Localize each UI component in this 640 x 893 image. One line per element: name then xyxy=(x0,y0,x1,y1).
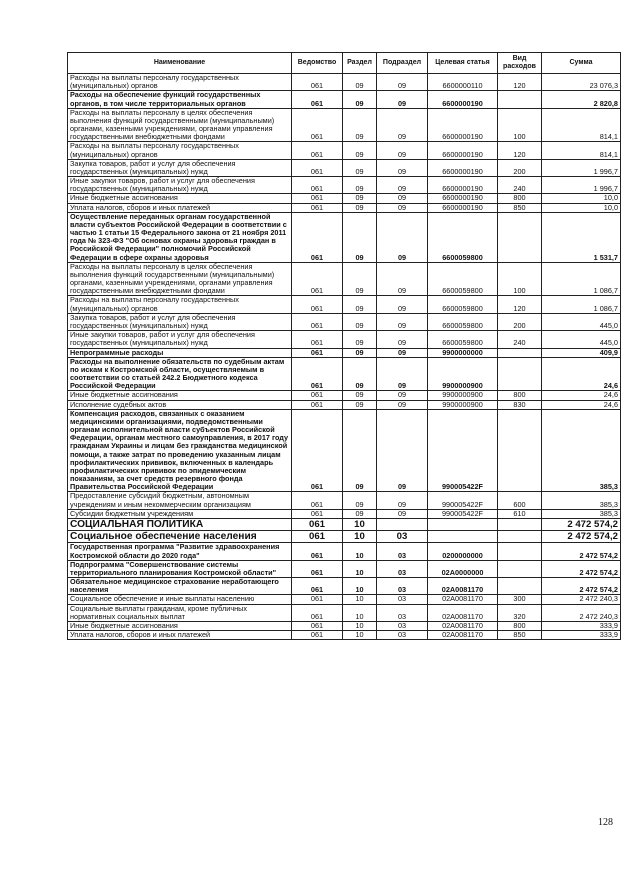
row-name: Социальное обеспечение и иные выплаты населению xyxy=(68,595,292,604)
row-subsection xyxy=(377,518,428,530)
row-department: 061 xyxy=(292,400,343,409)
row-section: 09 xyxy=(343,509,377,518)
row-amount: 445,0 xyxy=(542,313,621,330)
row-subsection: 09 xyxy=(377,108,428,142)
row-target-article: 6600000190 xyxy=(428,177,498,194)
table-row xyxy=(68,313,621,330)
row-amount: 2 472 574,2 xyxy=(542,560,621,577)
header-amount: Сумма xyxy=(542,53,621,74)
row-amount: 24,6 xyxy=(542,400,621,409)
budget-table xyxy=(67,52,621,640)
table-row xyxy=(68,409,621,492)
header-subsection: Подраздел xyxy=(377,53,428,74)
table-row xyxy=(68,604,621,621)
table-row xyxy=(68,194,621,203)
row-name: Иные закупки товаров, работ и услуг для обеспечения государственных (муниципальных) нужд xyxy=(68,331,292,348)
table-row xyxy=(68,531,621,543)
row-name: Расходы на выплаты персоналу государственных (муниципальных) органов xyxy=(68,142,292,159)
row-department: 061 xyxy=(292,604,343,621)
header-name: Наименование xyxy=(68,53,292,74)
row-section: 09 xyxy=(343,357,377,391)
table-row xyxy=(68,203,621,212)
row-name: Социальные выплаты гражданам, кроме публичных нормативных социальных выплат xyxy=(68,604,292,621)
row-section: 09 xyxy=(343,296,377,313)
row-name: Непрограммные расходы xyxy=(68,348,292,357)
row-section: 09 xyxy=(343,492,377,509)
row-subsection: 09 xyxy=(377,331,428,348)
row-name: Расходы на выплаты персоналу государственных (муниципальных) органов xyxy=(68,296,292,313)
row-section: 10 xyxy=(343,578,377,595)
row-department: 061 xyxy=(292,560,343,577)
row-target-article: 990005422F xyxy=(428,509,498,518)
row-expense-type: 200 xyxy=(498,159,542,176)
row-expense-type: 240 xyxy=(498,177,542,194)
row-expense-type: 800 xyxy=(498,391,542,400)
table-row xyxy=(68,631,621,640)
row-subsection: 09 xyxy=(377,296,428,313)
row-expense-type xyxy=(498,518,542,530)
row-target-article: 02А0081170 xyxy=(428,595,498,604)
row-expense-type xyxy=(498,543,542,560)
table-row xyxy=(68,509,621,518)
row-amount: 814,1 xyxy=(542,108,621,142)
row-name: Осуществление переданных органам государственной власти субъектов Российской Федерации в соответствии с частью 1 статьи 15 Федерального закона от 21 ноября 2011 года № 323-ФЗ "Об основах охраны здоровья граждан в Российской Федерации" полномочий Российской Федерации в сфере охраны здоровья xyxy=(68,212,292,262)
row-department: 061 xyxy=(292,331,343,348)
row-department: 061 xyxy=(292,631,343,640)
row-subsection: 09 xyxy=(377,400,428,409)
row-name: Иные бюджетные ассигнования xyxy=(68,391,292,400)
table-row xyxy=(68,357,621,391)
row-department: 061 xyxy=(292,348,343,357)
row-subsection: 03 xyxy=(377,578,428,595)
row-expense-type: 200 xyxy=(498,313,542,330)
row-expense-type: 300 xyxy=(498,595,542,604)
row-name: Расходы на обеспечение функций государственных органов, в том числе территориальных органов xyxy=(68,91,292,108)
row-subsection: 09 xyxy=(377,348,428,357)
row-department: 061 xyxy=(292,177,343,194)
row-amount: 385,3 xyxy=(542,509,621,518)
row-name: Компенсация расходов, связанных с оказанием медицинскими организациями, подведомственными органам исполнительной власти субъектов Российской Федерации, органам местного самоуправления, в 2017 году гражданам Украины и лицам без гражданства медицинской помощи, а также затрат по проведению указанным лицам профилактических прививок, включенных в календарь профилактических прививок по эпидемическим показаниям, за счет средств резервного фонда Правительства Российской Федерации xyxy=(68,409,292,492)
row-name: Иные бюджетные ассигнования xyxy=(68,194,292,203)
table-header-row xyxy=(68,53,621,74)
row-expense-type: 800 xyxy=(498,621,542,630)
row-amount: 1 996,7 xyxy=(542,159,621,176)
row-expense-type xyxy=(498,531,542,543)
table-row xyxy=(68,348,621,357)
row-name: Предоставление субсидий бюджетным, автономным учреждениям и иным некоммерческим организациям xyxy=(68,492,292,509)
row-subsection: 09 xyxy=(377,391,428,400)
row-department: 061 xyxy=(292,296,343,313)
row-subsection: 09 xyxy=(377,409,428,492)
table-row xyxy=(68,296,621,313)
row-department: 061 xyxy=(292,212,343,262)
row-subsection: 09 xyxy=(377,509,428,518)
row-target-article: 9900000900 xyxy=(428,400,498,409)
row-target-article: 02А0081170 xyxy=(428,604,498,621)
row-department: 061 xyxy=(292,409,343,492)
row-subsection: 09 xyxy=(377,74,428,91)
row-target-article: 02А0081170 xyxy=(428,578,498,595)
row-target-article: 990005422F xyxy=(428,409,498,492)
row-amount: 385,3 xyxy=(542,409,621,492)
row-expense-type xyxy=(498,409,542,492)
row-subsection: 03 xyxy=(377,543,428,560)
row-expense-type: 100 xyxy=(498,108,542,142)
row-section: 09 xyxy=(343,409,377,492)
row-department: 061 xyxy=(292,262,343,296)
row-section: 09 xyxy=(343,262,377,296)
row-amount: 814,1 xyxy=(542,142,621,159)
row-expense-type: 100 xyxy=(498,262,542,296)
row-section: 10 xyxy=(343,531,377,543)
row-expense-type xyxy=(498,91,542,108)
row-name: Расходы на выплаты персоналу в целях обеспечения выполнения функций государственными (муниципальными) органами, казенными учреждениями, органами управления государственными внебюджетными фондами xyxy=(68,262,292,296)
row-amount: 2 472 574,2 xyxy=(542,578,621,595)
row-target-article: 6600000190 xyxy=(428,203,498,212)
row-section: 10 xyxy=(343,518,377,530)
row-department: 061 xyxy=(292,531,343,543)
row-section: 09 xyxy=(343,108,377,142)
row-subsection: 03 xyxy=(377,631,428,640)
table-row xyxy=(68,262,621,296)
table-row xyxy=(68,578,621,595)
row-target-article: 6600000110 xyxy=(428,74,498,91)
row-target-article: 02А0000000 xyxy=(428,560,498,577)
row-expense-type: 120 xyxy=(498,142,542,159)
table-row xyxy=(68,595,621,604)
row-expense-type xyxy=(498,578,542,595)
row-name: Государственная программа "Развитие здравоохранения Костромской области до 2020 года" xyxy=(68,543,292,560)
row-department: 061 xyxy=(292,578,343,595)
row-department: 061 xyxy=(292,91,343,108)
row-section: 09 xyxy=(343,313,377,330)
row-subsection: 03 xyxy=(377,604,428,621)
row-amount: 1 531,7 xyxy=(542,212,621,262)
row-target-article: 9900000000 xyxy=(428,348,498,357)
table-body xyxy=(68,74,621,640)
header-target-article: Целевая статья xyxy=(428,53,498,74)
row-amount: 333,9 xyxy=(542,621,621,630)
header-section: Раздел xyxy=(343,53,377,74)
row-amount: 2 820,8 xyxy=(542,91,621,108)
row-name: Иные закупки товаров, работ и услуг для обеспечения государственных (муниципальных) нужд xyxy=(68,177,292,194)
row-subsection: 09 xyxy=(377,142,428,159)
row-name: Исполнение судебных актов xyxy=(68,400,292,409)
row-department: 061 xyxy=(292,74,343,91)
row-subsection: 03 xyxy=(377,560,428,577)
row-amount: 2 472 574,2 xyxy=(542,543,621,560)
row-target-article: 6600000190 xyxy=(428,108,498,142)
table-row xyxy=(68,543,621,560)
row-amount: 2 472 574,2 xyxy=(542,518,621,530)
row-name: Обязательное медицинское страхование неработающего населения xyxy=(68,578,292,595)
row-subsection: 09 xyxy=(377,91,428,108)
row-subsection: 09 xyxy=(377,313,428,330)
row-expense-type: 800 xyxy=(498,194,542,203)
row-amount: 24,6 xyxy=(542,391,621,400)
row-subsection: 09 xyxy=(377,177,428,194)
table-row xyxy=(68,400,621,409)
row-department: 061 xyxy=(292,194,343,203)
table-row xyxy=(68,560,621,577)
row-department: 061 xyxy=(292,595,343,604)
row-section: 10 xyxy=(343,621,377,630)
row-expense-type xyxy=(498,357,542,391)
row-target-article: 9900000900 xyxy=(428,357,498,391)
row-target-article: 02А0081170 xyxy=(428,621,498,630)
row-name: Субсидии бюджетным учреждениям xyxy=(68,509,292,518)
row-name: Расходы на выплаты персоналу в целях обеспечения выполнения функций государственными (муниципальными) органами, казенными учреждениями, органами управления государственными внебюджетными фондами xyxy=(68,108,292,142)
row-department: 061 xyxy=(292,203,343,212)
row-target-article: 6600000190 xyxy=(428,91,498,108)
row-section: 10 xyxy=(343,560,377,577)
row-amount: 333,9 xyxy=(542,631,621,640)
row-section: 09 xyxy=(343,331,377,348)
row-amount: 409,9 xyxy=(542,348,621,357)
table-row xyxy=(68,91,621,108)
row-department: 061 xyxy=(292,142,343,159)
row-expense-type xyxy=(498,348,542,357)
header-expense-type: Вид расходов xyxy=(498,53,542,74)
row-name: Закупка товаров, работ и услуг для обеспечения государственных (муниципальных) нужд xyxy=(68,159,292,176)
row-subsection: 09 xyxy=(377,194,428,203)
row-subsection: 09 xyxy=(377,212,428,262)
row-target-article: 6600059800 xyxy=(428,212,498,262)
row-section: 09 xyxy=(343,177,377,194)
row-amount: 1 996,7 xyxy=(542,177,621,194)
row-expense-type: 120 xyxy=(498,296,542,313)
row-department: 061 xyxy=(292,391,343,400)
row-target-article: 6600000190 xyxy=(428,159,498,176)
row-section: 09 xyxy=(343,391,377,400)
row-department: 061 xyxy=(292,509,343,518)
row-expense-type: 850 xyxy=(498,203,542,212)
row-section: 09 xyxy=(343,203,377,212)
row-name: Закупка товаров, работ и услуг для обеспечения государственных (муниципальных) нужд xyxy=(68,313,292,330)
row-expense-type xyxy=(498,212,542,262)
row-amount: 10,0 xyxy=(542,194,621,203)
row-section: 10 xyxy=(343,604,377,621)
row-expense-type: 850 xyxy=(498,631,542,640)
row-expense-type: 610 xyxy=(498,509,542,518)
row-section: 09 xyxy=(343,159,377,176)
row-amount: 445,0 xyxy=(542,331,621,348)
row-department: 061 xyxy=(292,313,343,330)
row-target-article xyxy=(428,518,498,530)
row-section: 09 xyxy=(343,400,377,409)
row-name: Подпрограмма "Совершенствование системы территориального планирования Костромской области" xyxy=(68,560,292,577)
row-target-article: 6600059800 xyxy=(428,313,498,330)
row-target-article: 02А0081170 xyxy=(428,631,498,640)
table-row xyxy=(68,331,621,348)
page-number: 128 xyxy=(598,817,613,828)
row-section: 09 xyxy=(343,194,377,203)
row-section: 10 xyxy=(343,631,377,640)
row-department: 061 xyxy=(292,621,343,630)
row-amount: 2 472 574,2 xyxy=(542,531,621,543)
row-target-article: 0200000000 xyxy=(428,543,498,560)
row-department: 061 xyxy=(292,357,343,391)
row-amount: 23 076,3 xyxy=(542,74,621,91)
table-row xyxy=(68,159,621,176)
row-name: Социальное обеспечение населения xyxy=(68,531,292,543)
row-subsection: 03 xyxy=(377,595,428,604)
row-amount: 1 086,7 xyxy=(542,262,621,296)
row-subsection: 09 xyxy=(377,492,428,509)
row-target-article: 990005422F xyxy=(428,492,498,509)
row-amount: 1 086,7 xyxy=(542,296,621,313)
row-department: 061 xyxy=(292,492,343,509)
row-name: Расходы на выполнение обязательств по судебным актам по искам к Костромской области, осуществляемым в соответствии со статьей 242.2 Бюджетного кодекса Российской Федерации xyxy=(68,357,292,391)
table-row xyxy=(68,177,621,194)
row-department: 061 xyxy=(292,518,343,530)
row-target-article xyxy=(428,531,498,543)
row-amount: 385,3 xyxy=(542,492,621,509)
row-section: 10 xyxy=(343,543,377,560)
row-section: 09 xyxy=(343,348,377,357)
row-expense-type: 320 xyxy=(498,604,542,621)
row-name: Уплата налогов, сборов и иных платежей xyxy=(68,631,292,640)
row-subsection: 09 xyxy=(377,262,428,296)
row-amount: 24,6 xyxy=(542,357,621,391)
row-department: 061 xyxy=(292,543,343,560)
row-section: 09 xyxy=(343,74,377,91)
row-amount: 10,0 xyxy=(542,203,621,212)
row-name: Расходы на выплаты персоналу государственных (муниципальных) органов xyxy=(68,74,292,91)
table-row xyxy=(68,391,621,400)
row-section: 10 xyxy=(343,595,377,604)
row-target-article: 9900000900 xyxy=(428,391,498,400)
row-expense-type xyxy=(498,560,542,577)
table-row xyxy=(68,74,621,91)
row-department: 061 xyxy=(292,108,343,142)
row-subsection: 03 xyxy=(377,621,428,630)
row-amount: 2 472 240,3 xyxy=(542,595,621,604)
row-expense-type: 600 xyxy=(498,492,542,509)
row-subsection: 09 xyxy=(377,203,428,212)
row-subsection: 09 xyxy=(377,357,428,391)
table-row xyxy=(68,108,621,142)
row-expense-type: 120 xyxy=(498,74,542,91)
row-target-article: 6600059800 xyxy=(428,331,498,348)
row-section: 09 xyxy=(343,212,377,262)
table-row xyxy=(68,492,621,509)
row-name: Уплата налогов, сборов и иных платежей xyxy=(68,203,292,212)
row-target-article: 6600059800 xyxy=(428,296,498,313)
row-department: 061 xyxy=(292,159,343,176)
table-row xyxy=(68,518,621,530)
table-row xyxy=(68,212,621,262)
row-target-article: 6600000190 xyxy=(428,194,498,203)
row-name: Иные бюджетные ассигнования xyxy=(68,621,292,630)
row-name: СОЦИАЛЬНАЯ ПОЛИТИКА xyxy=(68,518,292,530)
table-row xyxy=(68,142,621,159)
row-section: 09 xyxy=(343,91,377,108)
row-target-article: 6600000190 xyxy=(428,142,498,159)
row-subsection: 09 xyxy=(377,159,428,176)
row-target-article: 6600059800 xyxy=(428,262,498,296)
row-amount: 2 472 240,3 xyxy=(542,604,621,621)
row-subsection: 03 xyxy=(377,531,428,543)
row-expense-type: 830 xyxy=(498,400,542,409)
row-section: 09 xyxy=(343,142,377,159)
row-expense-type: 240 xyxy=(498,331,542,348)
header-department: Ведомство xyxy=(292,53,343,74)
